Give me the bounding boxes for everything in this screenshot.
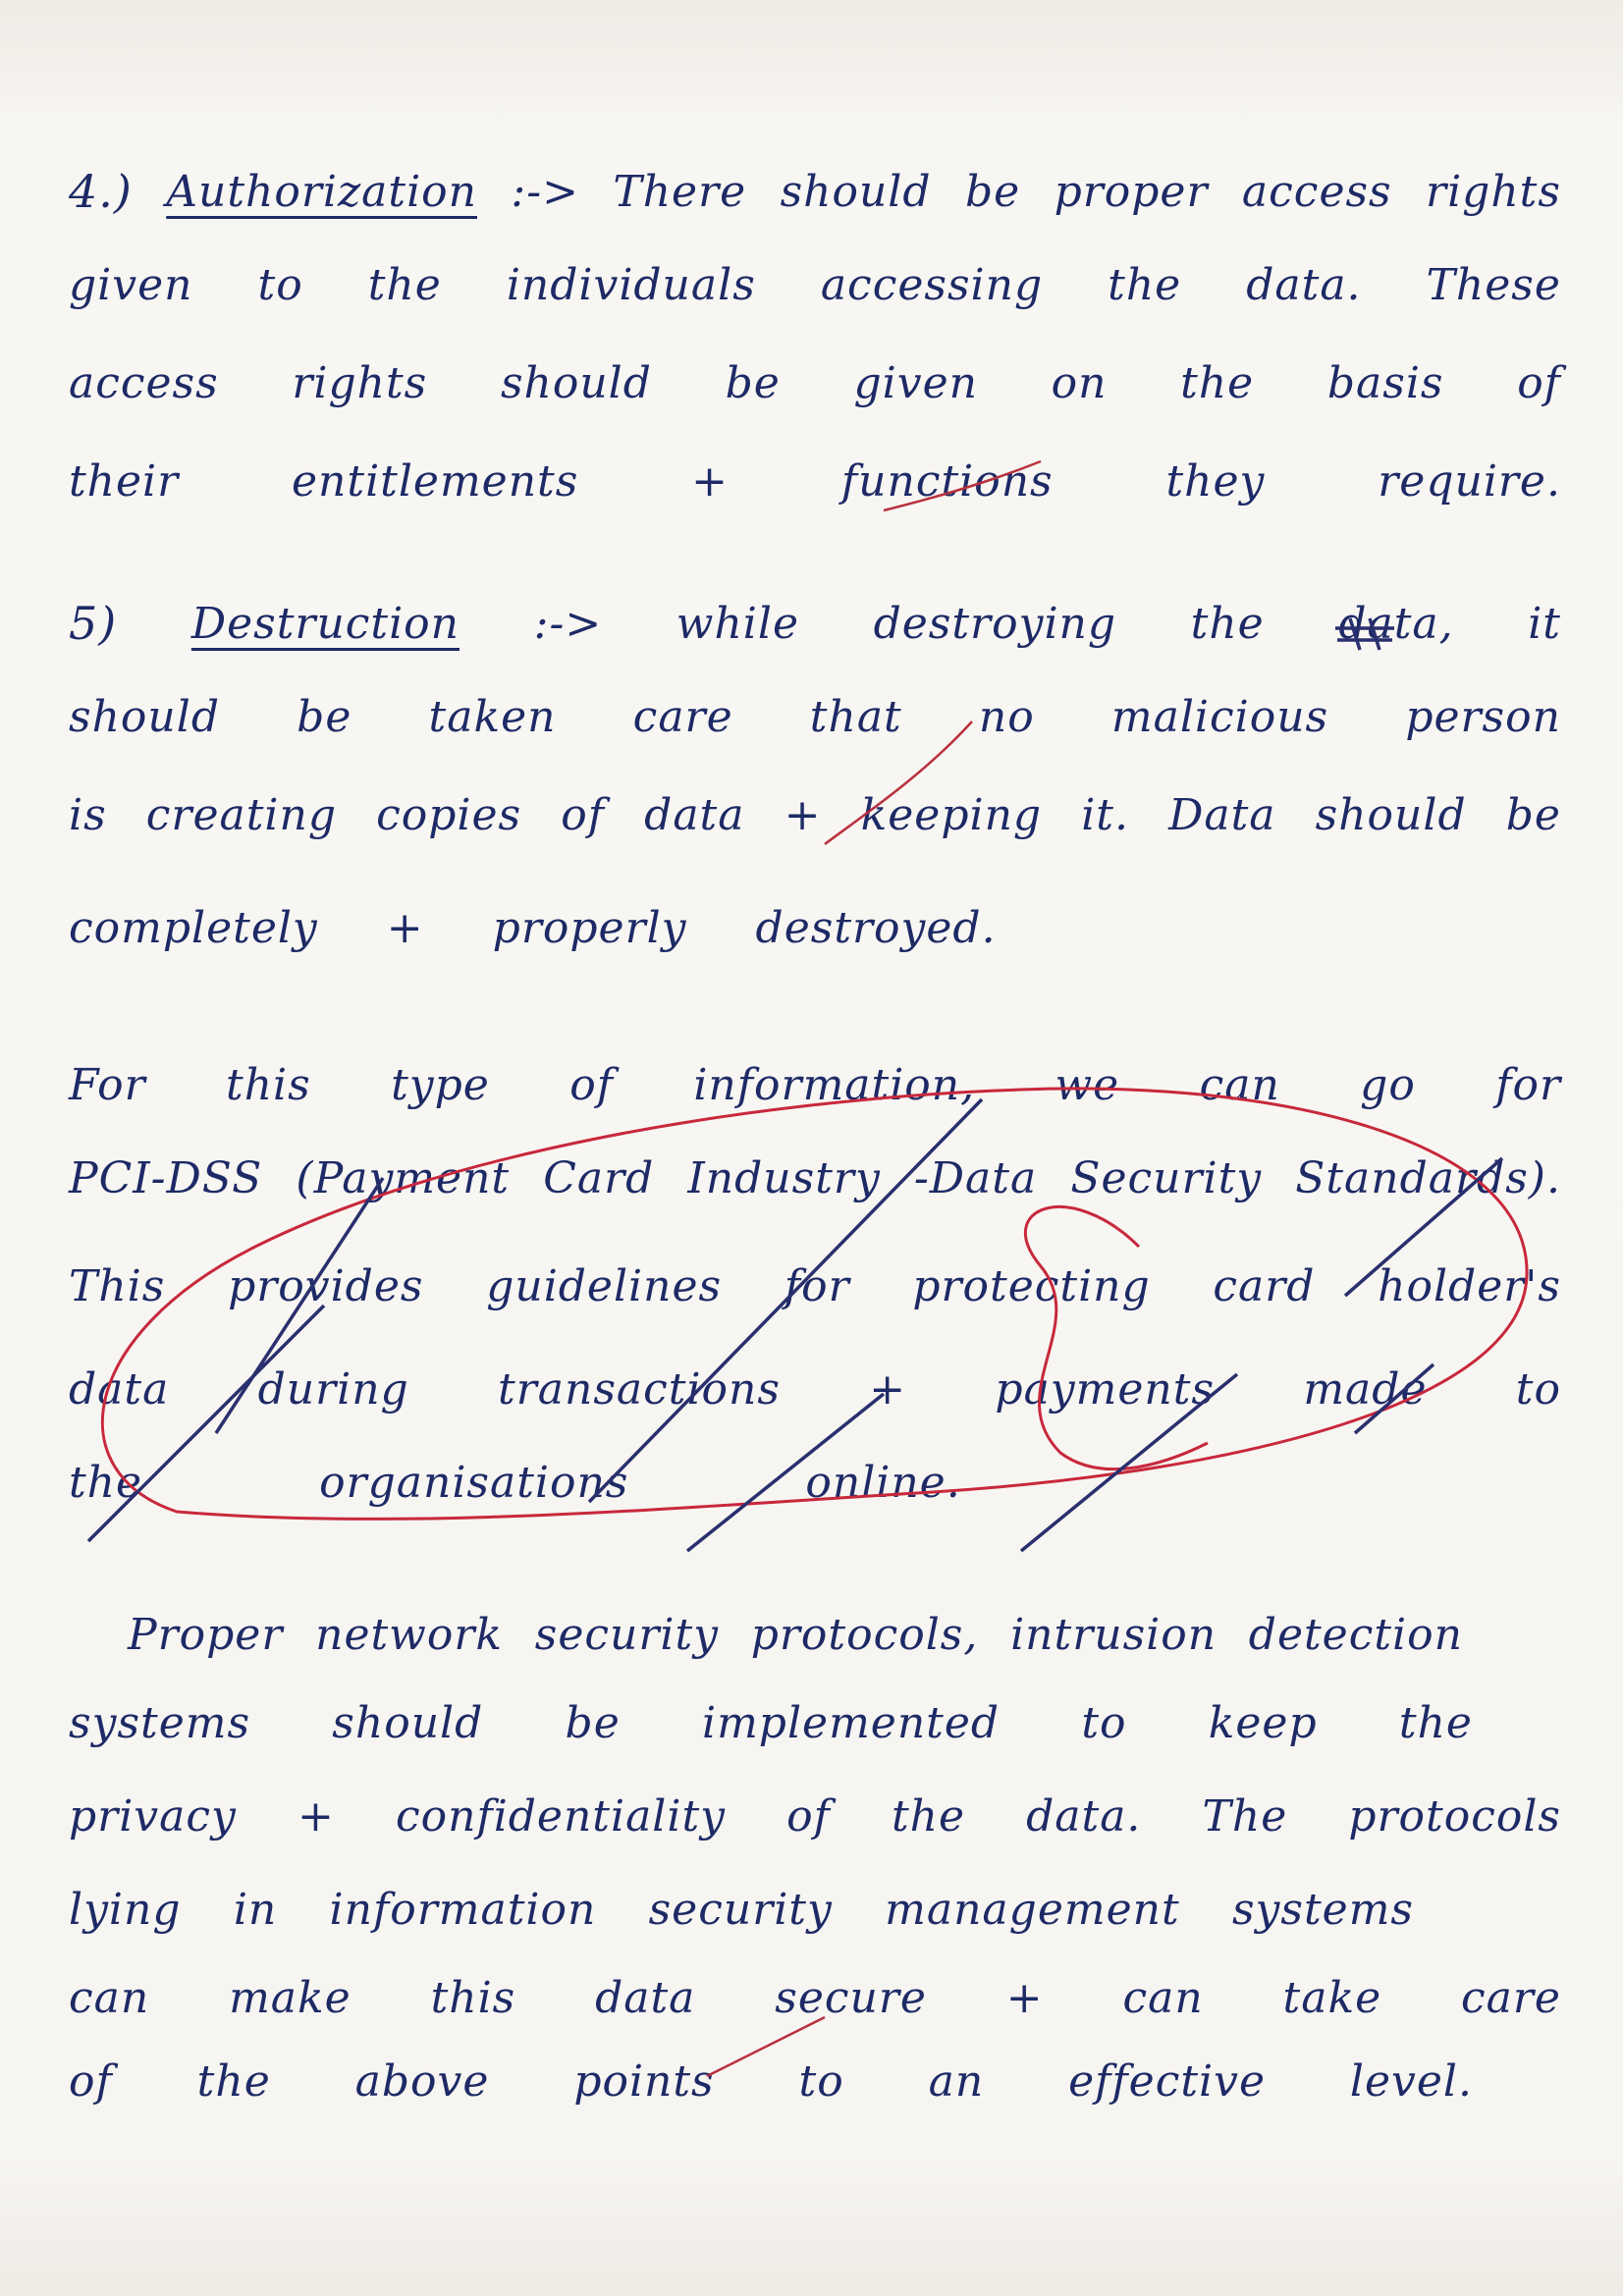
section4-line-2 [69, 240, 1561, 329]
word: online. [805, 1457, 961, 1508]
word: secure [775, 1972, 927, 2023]
word: information [329, 1884, 597, 1935]
word: destroyed. [755, 902, 997, 953]
section5-arrow: :-> [533, 598, 603, 649]
word: take [1282, 1972, 1382, 2023]
word: entitlements [292, 455, 579, 507]
word: These [1426, 259, 1561, 310]
word: keep [1208, 1697, 1318, 1748]
word: functions [840, 455, 1054, 507]
word: card [1213, 1260, 1316, 1311]
word: of [786, 1790, 831, 1842]
section4-arrow: :-> [511, 166, 579, 217]
word: Card [543, 1152, 655, 1203]
pci-line-2 [69, 1134, 1561, 1222]
word: we [1055, 1059, 1120, 1110]
word: Data [1168, 789, 1276, 840]
section4-line-1 [69, 147, 1561, 236]
word: of [1517, 357, 1561, 408]
word: be [725, 357, 781, 408]
word: lying [69, 1884, 182, 1935]
word: be [297, 691, 352, 742]
word: require. [1378, 455, 1561, 507]
word: Security [1070, 1152, 1263, 1203]
word: protecting [912, 1260, 1151, 1311]
word: individuals [506, 259, 756, 310]
word: malicious [1110, 691, 1329, 742]
word: should [780, 166, 932, 217]
word: network [315, 1609, 504, 1660]
word: + [386, 902, 424, 953]
word: confidentiality [395, 1790, 726, 1842]
word: can [1199, 1059, 1280, 1110]
word: holder's [1378, 1260, 1561, 1311]
word: an [928, 2056, 985, 2107]
word: guidelines [486, 1260, 723, 1311]
word: data [644, 789, 745, 840]
word: + [297, 1790, 335, 1842]
word: This [69, 1260, 166, 1311]
word: given [69, 259, 193, 310]
word: properly [492, 902, 687, 953]
word: the [196, 2056, 271, 2107]
section4-line-3 [69, 339, 1561, 427]
word: intrusion [1010, 1609, 1217, 1660]
word: should [1315, 789, 1467, 840]
section5-bullet: 5) [69, 597, 118, 650]
word: (Payment [296, 1152, 511, 1203]
word: is [69, 789, 107, 840]
word: proper [1054, 166, 1209, 217]
word: that [809, 691, 902, 742]
word: Standards). [1295, 1152, 1561, 1203]
word: payments [995, 1363, 1216, 1415]
section5-heading: Destruction [190, 598, 460, 649]
word: be [565, 1697, 621, 1748]
word: Proper [128, 1609, 284, 1660]
pci-line-3 [69, 1242, 1561, 1330]
word: the [891, 1790, 966, 1842]
word: + [784, 789, 822, 840]
network-line-1 [128, 1590, 1463, 1679]
word: + [1005, 1972, 1044, 2023]
word: security [534, 1609, 719, 1660]
word: while [676, 598, 799, 649]
section4-bullet: 4.) [69, 165, 133, 218]
word: in [233, 1884, 278, 1935]
word: taken [428, 691, 557, 742]
word: transactions [498, 1363, 781, 1415]
network-line-3 [69, 1772, 1561, 1860]
word: type [391, 1059, 490, 1110]
word: rights [292, 357, 428, 408]
pci-line-4 [69, 1345, 1561, 1433]
word: systems [1231, 1884, 1414, 1935]
word: to [798, 2056, 844, 2107]
word: completely [69, 902, 318, 953]
word: the [1108, 259, 1182, 310]
word: above [354, 2056, 490, 2107]
word: points [573, 2056, 715, 2107]
word: privacy [69, 1790, 237, 1842]
word: this [226, 1059, 311, 1110]
section5-line-3 [69, 771, 1561, 859]
word: information, [693, 1059, 976, 1110]
word: made [1303, 1363, 1428, 1415]
word: organisations [319, 1457, 629, 1508]
word: should [332, 1697, 484, 1748]
word: the [1398, 1697, 1473, 1748]
word: be [1505, 789, 1561, 840]
word: level. [1349, 2056, 1473, 2107]
word: the [367, 259, 442, 310]
word: their [69, 455, 180, 507]
word: of [561, 789, 606, 840]
word: implemented [702, 1697, 1001, 1748]
word: accessing [820, 259, 1044, 310]
word: it [1528, 598, 1561, 649]
word: For [69, 1059, 146, 1110]
word: data. [1246, 259, 1362, 310]
word: creating [145, 789, 337, 840]
word: for [784, 1260, 850, 1311]
word: this [430, 1972, 516, 2023]
word: the [1190, 598, 1265, 649]
word: protocols, [750, 1609, 979, 1660]
word: be [964, 166, 1021, 217]
word: of [69, 2056, 113, 2107]
word: access [69, 357, 219, 408]
word: rights [1426, 166, 1561, 217]
word: data [595, 1972, 696, 2023]
network-line-5 [69, 1953, 1561, 2042]
word: make [229, 1972, 352, 2023]
word: of [569, 1059, 614, 1110]
word: during [257, 1363, 409, 1415]
word: keeping [860, 789, 1043, 840]
section5-line-2 [69, 672, 1561, 761]
network-line-6 [69, 2037, 1473, 2125]
word: on [1051, 357, 1108, 408]
word: + [691, 455, 730, 507]
word: to [257, 259, 303, 310]
word: no [978, 691, 1035, 742]
word: person [1405, 691, 1561, 742]
word: The [1202, 1790, 1288, 1842]
word: go [1360, 1059, 1416, 1110]
network-line-4 [69, 1865, 1414, 1953]
word: care [1461, 1972, 1561, 2023]
word: destroying [873, 598, 1117, 649]
word: the [69, 1457, 143, 1508]
word: should [69, 691, 220, 742]
word: + [869, 1363, 907, 1415]
pci-line-5 [69, 1438, 1561, 1526]
word: -Data [913, 1152, 1038, 1203]
section5-line-4 [69, 883, 1561, 972]
word: There [613, 166, 747, 217]
word: access [1241, 166, 1392, 217]
word: data. [1026, 1790, 1142, 1842]
word: can [69, 1972, 150, 2023]
word: can [1122, 1972, 1204, 2023]
word: data, [1338, 598, 1454, 649]
pci-line-1 [69, 1041, 1561, 1129]
word: should [500, 357, 652, 408]
word: provides [228, 1260, 424, 1311]
word: for [1495, 1059, 1561, 1110]
word: copies [376, 789, 522, 840]
page-top-edge [0, 0, 1623, 118]
section4-line-4 [69, 437, 1561, 525]
word: to [1081, 1697, 1127, 1748]
word: systems [69, 1697, 251, 1748]
word: basis [1326, 357, 1444, 408]
word: to [1515, 1363, 1561, 1415]
word: PCI-DSS [69, 1152, 263, 1203]
word: data [69, 1363, 170, 1415]
network-line-2 [69, 1679, 1473, 1767]
word: effective [1068, 2056, 1267, 2107]
word: detection [1248, 1609, 1463, 1660]
word: it. [1081, 789, 1129, 840]
word: given [853, 357, 978, 408]
word: care [632, 691, 733, 742]
word: they [1165, 455, 1266, 507]
word: the [1180, 357, 1255, 408]
section5-line-1 [69, 579, 1561, 667]
word: management [885, 1884, 1180, 1935]
word: protocols [1348, 1790, 1561, 1842]
word: security [648, 1884, 833, 1935]
section4-heading: Authorization [166, 166, 477, 217]
word: Industry [687, 1152, 881, 1203]
